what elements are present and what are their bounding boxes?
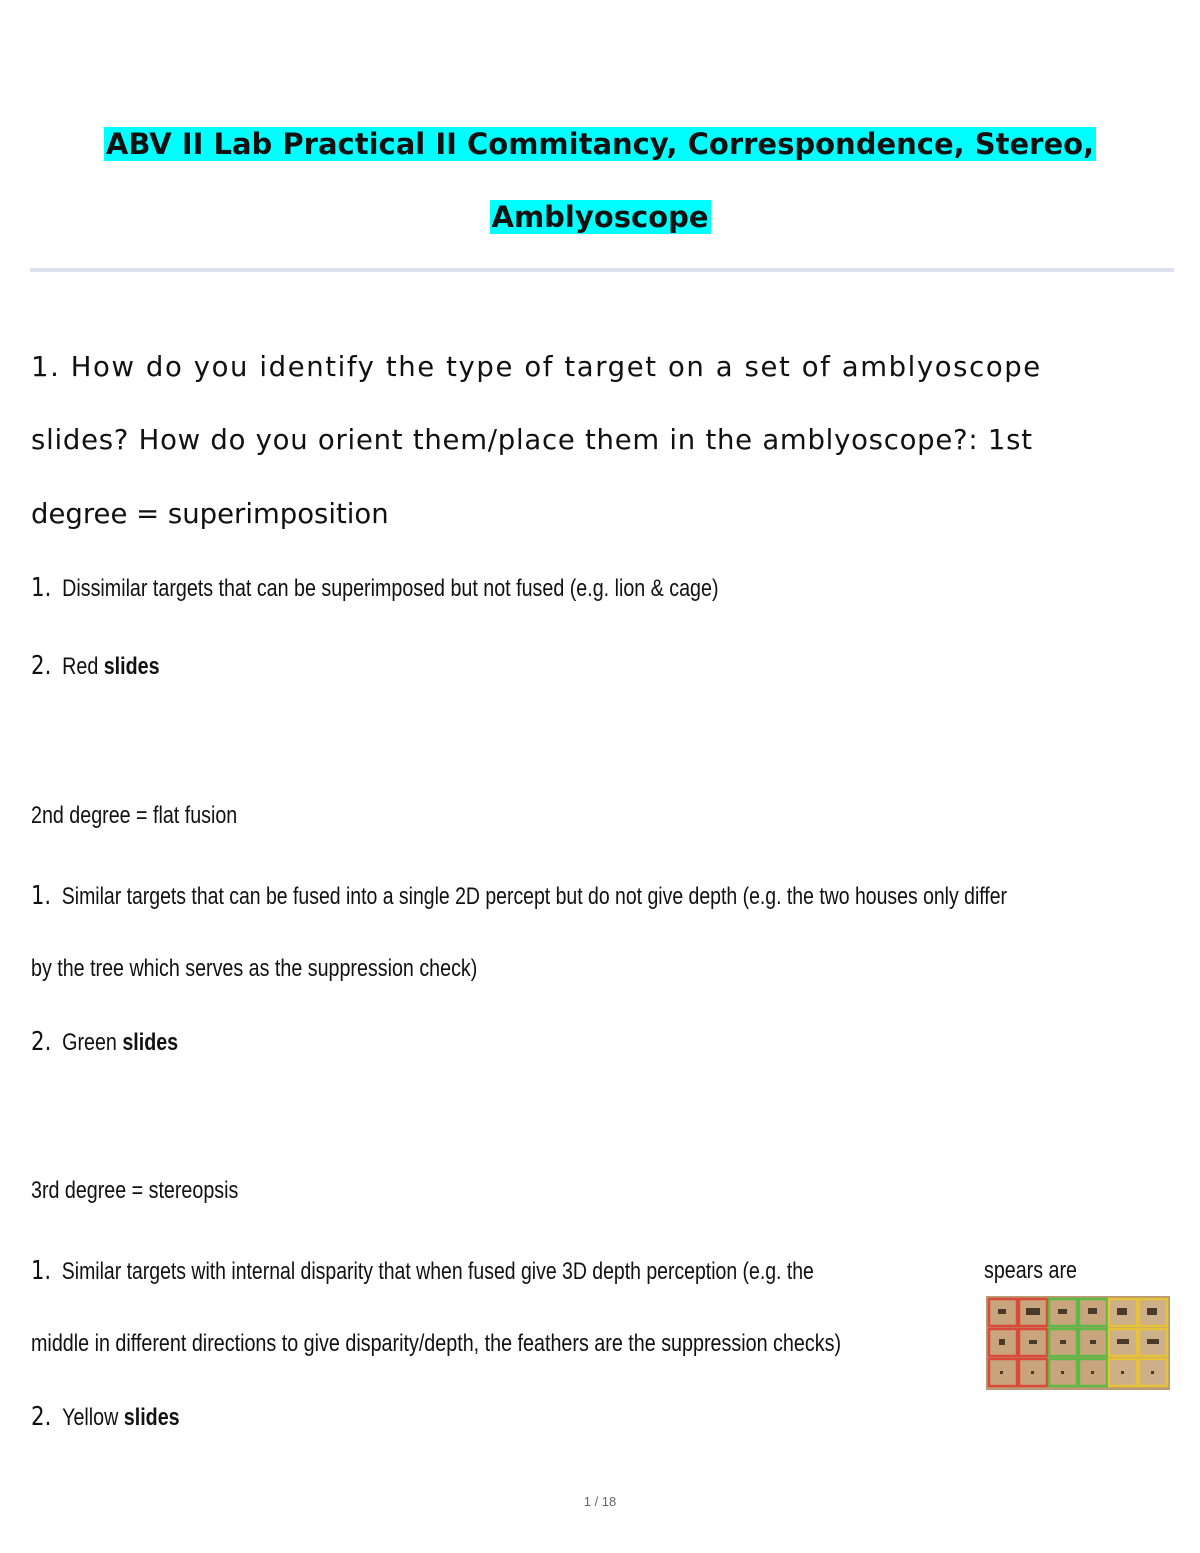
second-degree-heading: 2nd degree = flat fusion bbox=[31, 802, 238, 829]
second-degree-item-1-continued: by the tree which serves as the suppression check) bbox=[31, 955, 478, 982]
page-number: 1 / 18 bbox=[583, 1494, 617, 1509]
document-title-line-1 bbox=[30, 124, 1170, 164]
title-divider bbox=[30, 268, 1174, 272]
third-degree-description: Similar targets with internal disparity that when fused give 3D depth perception (e.g. the bbox=[61, 1258, 814, 1285]
slide-color-green: Green bbox=[62, 1029, 117, 1056]
title-highlight-2: Amblyoscope bbox=[491, 200, 709, 234]
second-degree-item-2 bbox=[31, 1024, 178, 1061]
third-degree-item-1 bbox=[31, 1253, 814, 1290]
slide-color-yellow: Yellow bbox=[62, 1404, 119, 1431]
slides-label: slides bbox=[123, 1404, 180, 1431]
list-number: 2. bbox=[31, 1402, 52, 1432]
list-number: 2. bbox=[31, 651, 52, 681]
third-degree-description-tail: spears are bbox=[984, 1257, 1077, 1284]
third-degree-item-1-continued: middle in different directions to give disparity/depth, the feathers are the suppression checks) bbox=[31, 1330, 842, 1357]
amblyoscope-slides-photo bbox=[986, 1296, 1170, 1390]
slide-color-red: Red bbox=[62, 653, 99, 680]
second-degree-description: Similar targets that can be fused into a single 2D percept but do not give depth (e.g. the two houses only differ bbox=[61, 883, 1007, 910]
third-degree-item-2 bbox=[31, 1399, 180, 1436]
slides-label: slides bbox=[122, 1029, 179, 1056]
question-line-3: degree = superimposition bbox=[31, 498, 389, 530]
list-number: 1. bbox=[31, 573, 52, 603]
question-line-2: slides? How do you orient them/place them in the amblyoscope?: 1st bbox=[31, 424, 1033, 456]
third-degree-heading: 3rd degree = stereopsis bbox=[31, 1177, 239, 1204]
slides-label: slides bbox=[103, 653, 160, 680]
title-highlight-1: ABV II Lab Practical II Commitancy, Correspondence, Stereo, bbox=[105, 127, 1095, 161]
second-degree-item-1 bbox=[31, 878, 1007, 915]
list-number: 1. bbox=[31, 881, 52, 911]
list-number: 1. bbox=[31, 1256, 52, 1286]
first-degree-description: Dissimilar targets that can be superimposed but not fused (e.g. lion & cage) bbox=[62, 575, 719, 602]
first-degree-item-2 bbox=[31, 648, 160, 685]
question-line-1: 1. How do you identify the type of target on a set of amblyoscope bbox=[31, 351, 1042, 383]
first-degree-item-1 bbox=[31, 570, 719, 607]
document-title-line-2 bbox=[30, 197, 1170, 237]
list-number: 2. bbox=[31, 1027, 52, 1057]
